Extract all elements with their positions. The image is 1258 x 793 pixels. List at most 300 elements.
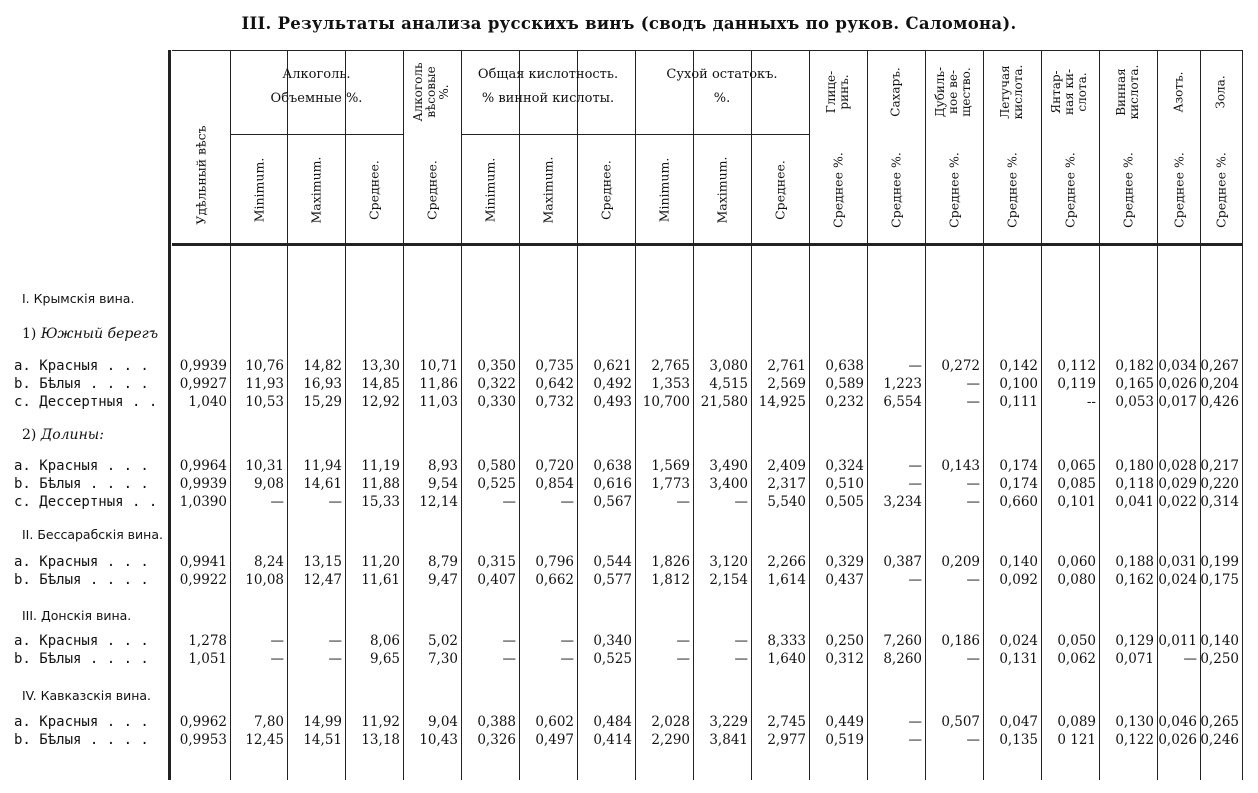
table-cell: 0,209 [941, 554, 980, 570]
column-rule [287, 50, 288, 780]
table-cell: 0,174 [999, 458, 1038, 474]
table-cell: 1,051 [188, 651, 227, 667]
table-cell: 3,234 [883, 494, 922, 510]
table-cell: 0,143 [941, 458, 980, 474]
table-cell: — [966, 651, 980, 667]
header-line: ринъ. [837, 74, 851, 110]
header-line: %. [437, 84, 452, 100]
table-cell: 8,333 [767, 633, 806, 649]
table-cell: 3,400 [709, 476, 748, 492]
subsection-title [22, 326, 158, 342]
table-cell: 3,841 [709, 732, 748, 748]
table-cell: 8,06 [369, 633, 400, 649]
table-cell: 0,186 [941, 633, 980, 649]
table-cell: 0,330 [477, 394, 516, 410]
sugar-header [889, 67, 902, 116]
table-cell: 9,47 [427, 572, 458, 588]
column-group-header [635, 66, 809, 113]
table-cell: 11,93 [245, 376, 284, 392]
table-cell: 8,260 [883, 651, 922, 667]
table-cell: — [966, 494, 980, 510]
table-cell: 1,569 [651, 458, 690, 474]
table-cell: — [908, 714, 922, 730]
table-cell: 8,93 [427, 458, 458, 474]
subheader-srednee_pct: Среднее %. [1171, 152, 1186, 228]
table-cell: 0,9953 [179, 732, 227, 748]
table-cell: 0,312 [825, 651, 864, 667]
table-cell: 14,925 [758, 394, 806, 410]
table-cell: — [908, 732, 922, 748]
subheader-maximum: Maximum. [308, 156, 324, 224]
table-cell: 0,162 [1115, 572, 1154, 588]
row-label: a. Красныя . . . [14, 633, 149, 649]
header-line: ное ве- [946, 69, 961, 115]
table-cell: — [328, 494, 342, 510]
table-cell: 0,315 [477, 554, 516, 570]
table-cell: 0,188 [1115, 554, 1154, 570]
table-cell: 11,94 [303, 458, 342, 474]
table-cell: 0,129 [1115, 633, 1154, 649]
column-rule [1200, 50, 1201, 780]
table-cell: 3,229 [709, 714, 748, 730]
table-cell: 7,80 [253, 714, 284, 730]
table-cell: 0,577 [593, 572, 632, 588]
table-cell: 12,92 [361, 394, 400, 410]
table-cell: 2,765 [651, 358, 690, 374]
table-cell: 0,267 [1200, 358, 1239, 374]
table-cell: 0,437 [825, 572, 864, 588]
table-cell: 0,497 [535, 732, 574, 748]
table-cell: 0,112 [1057, 358, 1096, 374]
table-cell: 0,204 [1200, 376, 1239, 392]
table-cell: 0,028 [1158, 458, 1197, 474]
row-label: a. Красныя . . . [14, 714, 149, 730]
table-cell: 1,773 [651, 476, 690, 492]
table-cell: 12,45 [245, 732, 284, 748]
table-cell: 0 121 [1057, 732, 1096, 748]
table-cell: 0,050 [1057, 633, 1096, 649]
ash-header [1214, 75, 1227, 108]
table-cell: — [270, 651, 284, 667]
table-cell: 15,29 [303, 394, 342, 410]
table-cell: 10,76 [245, 358, 284, 374]
row-label: a. Красныя . . . [14, 458, 149, 474]
table-cell: 0,621 [593, 358, 632, 374]
column-group-header [461, 66, 635, 113]
table-cell: 0,407 [477, 572, 516, 588]
table-cell: 2,569 [767, 376, 806, 392]
table-cell: 0,122 [1115, 732, 1154, 748]
table-cell: 0,217 [1200, 458, 1239, 474]
table-cell: — [734, 494, 748, 510]
table-cell: 0,011 [1158, 633, 1197, 649]
subheader-srednee_pct: Среднее %. [1213, 152, 1229, 228]
table-cell: 5,02 [427, 633, 458, 649]
table-cell: 0,199 [1200, 554, 1239, 570]
table-cell: 0,265 [1200, 714, 1239, 730]
table-cell: 1,353 [651, 376, 690, 392]
subheader-maximum: Maximum. [540, 156, 556, 224]
table-cell: 0,220 [1200, 476, 1239, 492]
subheader-srednee_pct: Среднее %. [830, 152, 846, 228]
table-cell: — [676, 494, 690, 510]
table-cell: 11,03 [419, 394, 458, 410]
table-cell: 0,182 [1115, 358, 1154, 374]
table-cell: 2,409 [767, 458, 806, 474]
nitrogen-header [1172, 72, 1185, 113]
table-cell: 0,544 [593, 554, 632, 570]
header-line: Алкоголь [411, 62, 426, 122]
header-line: Летучая [997, 65, 1012, 119]
table-cell: 0,062 [1057, 651, 1096, 667]
table-cell: — [734, 651, 748, 667]
table-cell: — [560, 633, 574, 649]
table-cell: 0,732 [535, 394, 574, 410]
column-rule [403, 50, 404, 780]
table-cell: — [908, 358, 922, 374]
table-cell: 0,322 [477, 376, 516, 392]
table-cell: 0,135 [999, 732, 1038, 748]
header-line: кислота. [1127, 64, 1141, 120]
table-cell: 9,65 [369, 651, 400, 667]
table-cell: — [328, 651, 342, 667]
table-cell: — [676, 633, 690, 649]
table-cell: 0,326 [477, 732, 516, 748]
header-line: Зола. [1213, 75, 1228, 109]
table-cell: 13,15 [303, 554, 342, 570]
column-rule [693, 50, 694, 780]
succinic-acid-header [1050, 69, 1090, 115]
table-cell: 12,47 [303, 572, 342, 588]
table-cell: 11,20 [361, 554, 400, 570]
table-cell: 0,580 [477, 458, 516, 474]
table-cell: 2,028 [651, 714, 690, 730]
table-cell: 11,61 [361, 572, 400, 588]
table-cell: 2,761 [767, 358, 806, 374]
subheader-srednee_pct: Среднее %. [1004, 152, 1020, 228]
table-cell: 0,046 [1158, 714, 1197, 730]
table-cell: 0,662 [535, 572, 574, 588]
group-subrule [461, 134, 635, 135]
table-cell: 1,640 [767, 651, 806, 667]
subheader-srednee: Среднее. [366, 160, 382, 220]
table-cell: 4,515 [709, 376, 748, 392]
table-cell: 3,080 [709, 358, 748, 374]
table-cell: — [1183, 651, 1197, 667]
column-rule [1041, 50, 1042, 780]
table-cell: 1,223 [883, 376, 922, 392]
header-line: Общая кислотность. [477, 67, 619, 82]
tartaric-acid-header [1115, 65, 1141, 120]
column-rule [345, 50, 346, 780]
column-rule [1242, 50, 1243, 780]
table-cell: 5,540 [767, 494, 806, 510]
table-cell: 10,08 [245, 572, 284, 588]
table-cell: 8,24 [253, 554, 284, 570]
table-cell: 0,720 [535, 458, 574, 474]
row-label: c. Дессертныя . . [14, 394, 158, 410]
table-cell: 0,175 [1200, 572, 1239, 588]
table-cell: 11,92 [361, 714, 400, 730]
table-cell: 0,031 [1158, 554, 1197, 570]
header-line: кислота. [1011, 64, 1025, 120]
table-cell: 0,022 [1158, 494, 1197, 510]
subheader-srednee_pct: Среднее %. [888, 152, 904, 228]
table-cell: 0,111 [999, 394, 1038, 410]
table-cell: 10,700 [642, 394, 690, 410]
table-cell: 11,88 [361, 476, 400, 492]
table-cell: 0,510 [825, 476, 864, 492]
table-cell: 0,9941 [179, 554, 227, 570]
top-rule [172, 50, 1242, 51]
table-cell: 0,388 [477, 714, 516, 730]
table-cell: 0,118 [1115, 476, 1154, 492]
table-cell: 8,79 [427, 554, 458, 570]
table-cell: — [966, 476, 980, 492]
page-title: III. Результаты анализа русскихъ винъ (сводъ данныхъ по руков. Саломона). [241, 14, 1017, 33]
row-label: a. Красныя . . . [14, 554, 149, 570]
table-cell: 0,9927 [179, 376, 227, 392]
header-line: слота. [1075, 72, 1090, 112]
table-cell: 0,053 [1115, 394, 1154, 410]
table-cell: — [270, 633, 284, 649]
table-cell: — [908, 572, 922, 588]
table-cell: 0,250 [825, 633, 864, 649]
section-title: IV. Кавказскія вина. [22, 688, 152, 703]
table-cell: 0,426 [1200, 394, 1239, 410]
header-bottom-rule [172, 243, 1242, 246]
table-cell: 0,642 [535, 376, 574, 392]
column-rule [461, 50, 462, 780]
column-group-header [230, 66, 403, 113]
table-cell: 12,14 [419, 494, 458, 510]
volatile-acid-header [999, 65, 1025, 120]
table-cell: 0,638 [593, 458, 632, 474]
row-label: b. Бѣлыя . . . . [14, 732, 149, 748]
table-cell: 0,854 [535, 476, 574, 492]
table-cell: 0,9964 [179, 458, 227, 474]
table-cell: 0,250 [1200, 651, 1239, 667]
subsection-name: Южный берегъ [40, 326, 159, 342]
section-title: II. Бессарабскія вина. [22, 527, 163, 542]
table-cell: 0,638 [825, 358, 864, 374]
header-line: Глице- [823, 70, 838, 114]
table-cell: — [560, 651, 574, 667]
column-rule [751, 50, 752, 780]
table-cell: 10,43 [419, 732, 458, 748]
table-cell: 0,9939 [179, 358, 227, 374]
table-cell: 0,130 [1115, 714, 1154, 730]
table-cell: — [328, 633, 342, 649]
table-cell: 1,614 [767, 572, 806, 588]
table-cell: 0,507 [941, 714, 980, 730]
tannin-header [934, 67, 974, 117]
row-label: c. Дессертныя . . [14, 494, 158, 510]
table-cell: 0,525 [477, 476, 516, 492]
header-line: %. [713, 90, 731, 106]
table-cell: 0,041 [1115, 494, 1154, 510]
column-rule [867, 50, 868, 780]
subheader-srednee: Среднее. [424, 160, 440, 220]
group-subrule [230, 134, 403, 135]
header-line: Объемные %. [270, 90, 363, 106]
table-cell: 0,272 [941, 358, 980, 374]
row-label: a. Красныя . . . [14, 358, 149, 374]
table-cell: — [502, 633, 516, 649]
header-line: щество. [959, 67, 974, 117]
table-cell: 0,047 [999, 714, 1038, 730]
table-cell: 0,589 [825, 376, 864, 392]
table-cell: 7,260 [883, 633, 922, 649]
table-cell: 0,034 [1158, 358, 1197, 374]
table-cell: -- [1086, 394, 1096, 410]
table-cell: — [676, 651, 690, 667]
table-cell: 0,140 [999, 554, 1038, 570]
column-rule [925, 50, 926, 780]
table-cell: 0,232 [825, 394, 864, 410]
header-line: вѣсовые [424, 66, 439, 118]
row-label: b. Бѣлыя . . . . [14, 651, 149, 667]
subheader-srednee: Среднее. [598, 160, 614, 220]
header-line: ная ки- [1062, 68, 1077, 116]
table-cell: 0,340 [593, 633, 632, 649]
table-cell: 1,0390 [179, 494, 227, 510]
table-cell: 0,080 [1057, 572, 1096, 588]
table-cell: — [908, 458, 922, 474]
table-cell: 0,414 [593, 732, 632, 748]
table-cell: — [966, 376, 980, 392]
table-cell: 0,026 [1158, 376, 1197, 392]
table-cell: 0,174 [999, 476, 1038, 492]
table-cell: 6,554 [883, 394, 922, 410]
subheader-minimum: Minimum. [656, 157, 672, 223]
table-cell: 0,246 [1200, 732, 1239, 748]
table-cell: 15,33 [361, 494, 400, 510]
table-cell: 3,490 [709, 458, 748, 474]
header-line: Винная [1113, 68, 1128, 116]
column-rule [577, 50, 578, 780]
section-title: III. Донскія вина. [22, 608, 132, 623]
table-cell: 0,324 [825, 458, 864, 474]
table-cell: 0,484 [593, 714, 632, 730]
table-cell: 1,812 [651, 572, 690, 588]
table-cell: 1,040 [188, 394, 227, 410]
table-cell: 9,04 [427, 714, 458, 730]
table-cell: 0,9962 [179, 714, 227, 730]
column-rule [809, 50, 810, 780]
subheader-minimum: Minimum. [482, 157, 498, 223]
table-cell: 0,060 [1057, 554, 1096, 570]
header-line: Янтар- [1049, 70, 1064, 114]
subheader-srednee_pct: Среднее %. [946, 152, 962, 228]
table-cell: 0,180 [1115, 458, 1154, 474]
table-cell: 10,31 [245, 458, 284, 474]
subsection-name: Долины: [40, 427, 104, 443]
specific-gravity-header: Удѣльный вѣсъ [193, 125, 209, 225]
subheader-minimum: Minimum. [251, 157, 266, 223]
table-cell: 0,350 [477, 358, 516, 374]
left-double-rule [168, 50, 171, 780]
table-cell: 0,9922 [179, 572, 227, 588]
table-cell: 14,51 [303, 732, 342, 748]
table-cell: — [270, 494, 284, 510]
table-cell: — [966, 732, 980, 748]
column-rule [230, 50, 231, 780]
table-cell: 0,602 [535, 714, 574, 730]
table-cell: 0,142 [999, 358, 1038, 374]
table-cell: 0,9939 [179, 476, 227, 492]
subheader-srednee_pct: Среднее %. [1120, 152, 1136, 228]
table-cell: — [502, 651, 516, 667]
subheader-srednee: Среднее. [772, 160, 788, 220]
table-cell: 0,029 [1158, 476, 1197, 492]
table-cell: 16,93 [303, 376, 342, 392]
table-cell: — [560, 494, 574, 510]
table-cell: 0,519 [825, 732, 864, 748]
table-cell: 0,329 [825, 554, 864, 570]
table-cell: 0,660 [999, 494, 1038, 510]
table-cell: — [966, 572, 980, 588]
table-cell: 0,131 [999, 651, 1038, 667]
table-cell: 9,54 [427, 476, 458, 492]
table-cell: 13,18 [361, 732, 400, 748]
section-title: I. Крымскія вина. [22, 291, 135, 306]
table-cell: 0,493 [593, 394, 632, 410]
table-cell: 0,796 [535, 554, 574, 570]
table-cell: 10,71 [419, 358, 458, 374]
table-cell: 0,092 [999, 572, 1038, 588]
table-cell: 0,735 [535, 358, 574, 374]
table-cell: 0,100 [999, 376, 1038, 392]
table-cell: 0,026 [1158, 732, 1197, 748]
table-cell: 14,85 [361, 376, 400, 392]
header-line: Сухой остатокъ. [666, 67, 778, 82]
table-cell: 0,024 [999, 633, 1038, 649]
subsection-number: 1) [22, 326, 37, 342]
table-cell: 14,82 [303, 358, 342, 374]
group-subrule [635, 134, 809, 135]
alcohol-weight-header [412, 62, 452, 121]
table-cell: 0,017 [1158, 394, 1197, 410]
row-label: b. Бѣлыя . . . . [14, 376, 149, 392]
table-cell: 0,525 [593, 651, 632, 667]
subheader-maximum: Maximum. [714, 156, 730, 224]
table-cell: — [734, 633, 748, 649]
column-rule [983, 50, 984, 780]
header-line: % винной кислоты. [481, 90, 615, 106]
column-rule [1099, 50, 1100, 780]
table-cell: 7,30 [427, 651, 458, 667]
table-cell: 13,30 [361, 358, 400, 374]
table-cell: 2,266 [767, 554, 806, 570]
table-cell: — [966, 394, 980, 410]
table-cell: 2,154 [709, 572, 748, 588]
table-cell: 0,567 [593, 494, 632, 510]
table-cell: 1,826 [651, 554, 690, 570]
table-cell: 0,119 [1057, 376, 1096, 392]
table-cell: 21,580 [700, 394, 748, 410]
subsection-number: 2) [22, 427, 37, 443]
table-cell: 14,99 [303, 714, 342, 730]
header-line: Сахаръ. [888, 67, 903, 117]
table-cell: 0,505 [825, 494, 864, 510]
table-cell: 0,071 [1115, 651, 1154, 667]
table-cell: 0,387 [883, 554, 922, 570]
table-cell: 0,085 [1057, 476, 1096, 492]
table-cell: 0,140 [1200, 633, 1239, 649]
glycerin-header [825, 71, 851, 113]
table-cell: 0,089 [1057, 714, 1096, 730]
